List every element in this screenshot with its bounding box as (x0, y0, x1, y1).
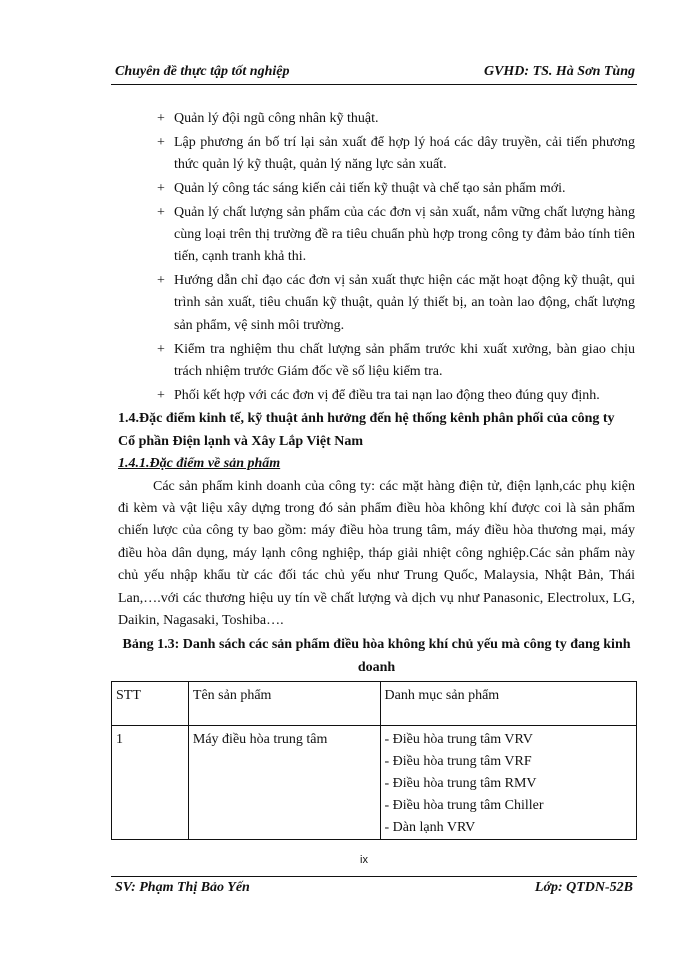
page-header (111, 62, 637, 84)
plus-bullet: + (157, 273, 165, 289)
section-heading: 1.4.Đặc điểm kinh tế, kỹ thuật ảnh hưởng đến hệ thống kênh phân phối của công ty Cổ phần Điện lạnh và Xây Lắp Việt Nam (118, 411, 615, 449)
table-row (112, 726, 637, 840)
plus-bullet: + (157, 341, 165, 357)
header-cell-name: Tên sản phẩm (188, 682, 380, 726)
subsection-heading: 1.4.1.Đặc điểm về sản phẩm (118, 456, 281, 472)
header-title: Chuyên đề thực tập tốt nghiệp (115, 64, 290, 79)
category-item: - Điều hòa trung tâm VRV (384, 732, 533, 748)
header-divider (111, 84, 637, 85)
cell-stt: 1 (112, 726, 189, 840)
cell-product-name: Máy điều hòa trung tâm (188, 726, 380, 840)
category-item: - Dàn lạnh VRV (384, 820, 476, 836)
list-item: + Hướng dẫn chỉ đạo các đơn vị sản xuất thực hiện các mặt hoạt động kỹ thuật, qui trình sản xuất, tiêu chuẩn kỹ thuật, quản lý thiết bị, an toàn lao động, chất lượng sản phẩm, vệ sinh môi trường. (118, 270, 635, 337)
page-body (118, 108, 635, 840)
body-paragraph: Các sản phẩm kinh doanh của công ty: các mặt hàng điện tử, điện lạnh,các phụ kiện đi kèm và vật liệu xây dựng trong đó sản phẩm điều hòa không khí được coi là sản phẩm chiến lược của công ty bao gồm: máy điều hòa trung tâm, máy điều hòa thương mại, máy điều hòa dân dụng, máy lạnh công nghiệp, tháp giải nhiệt công nghiệp.Các sản phẩm này chủ yếu nhập khẩu từ các đối tác chủ yếu như Trung Quốc, Malaysia, Nhật Bản, Thái Lan,….với các thương hiệu uy tín về chất lượng và dịch vụ như Panasonic, Electrolux, LG, Daikin, Nagasaki, Toshiba…. (118, 478, 635, 629)
plus-bullet: + (157, 387, 165, 403)
product-table (111, 681, 637, 840)
category-item: - Điều hòa trung tâm Chiller (384, 798, 544, 814)
footer-student: SV: Phạm Thị Bảo Yến (115, 880, 250, 895)
plus-bullet: + (157, 111, 165, 126)
plus-bullet: + (157, 134, 165, 150)
plus-bullet: + (157, 204, 165, 220)
list-item: + Lập phương án bố trí lại sản xuất để hợp lý hoá các dây truyền, cải tiến phương thức quản lý kỹ thuật, quản lý năng lực sản xuất. (118, 132, 635, 177)
cell-category-list (380, 726, 637, 840)
footer-divider (111, 876, 637, 877)
table-header-row (112, 682, 637, 726)
footer-class: Lớp: QTDN-52B (534, 880, 633, 895)
header-advisor: GVHD: TS. Hà Sơn Tùng (483, 64, 635, 79)
plus-bullet: + (157, 180, 165, 196)
list-item: + Quản lý chất lượng sản phẩm của các đơn vị sản xuất, nắm vững chất lượng hàng cùng loại trên thị trường đề ra tiêu chuẩn phù hợp trong công ty đảm bảo tính tiên tiến, cạnh tranh khả thi. (118, 202, 635, 269)
page-number: ix (360, 854, 368, 866)
category-item: - Điều hòa trung tâm RMV (384, 776, 537, 792)
bullet-list (118, 108, 635, 407)
category-item: - Điều hòa trung tâm VRF (384, 754, 532, 770)
header-cell-category: Danh mục sản phẩm (380, 682, 637, 726)
header-cell-stt: STT (112, 682, 189, 726)
list-item: + Kiểm tra nghiệm thu chất lượng sản phẩm trước khi xuất xưởng, bàn giao chịu trách nhiệm trước Giám đốc về số liệu kiểm tra. (118, 339, 635, 384)
table-caption: Bảng 1.3: Danh sách các sản phẩm điều hòa không khí chủ yếu mà công ty đang kinh doanh (122, 637, 631, 675)
list-item: + Quản lý đội ngũ công nhân kỹ thuật. (118, 108, 635, 130)
list-item: + Phối kết hợp với các đơn vị để điều tra tai nạn lao động theo đúng quy định. (118, 385, 635, 407)
list-item: + Quản lý công tác sáng kiến cải tiến kỹ thuật và chế tạo sản phẩm mới. (118, 178, 635, 200)
